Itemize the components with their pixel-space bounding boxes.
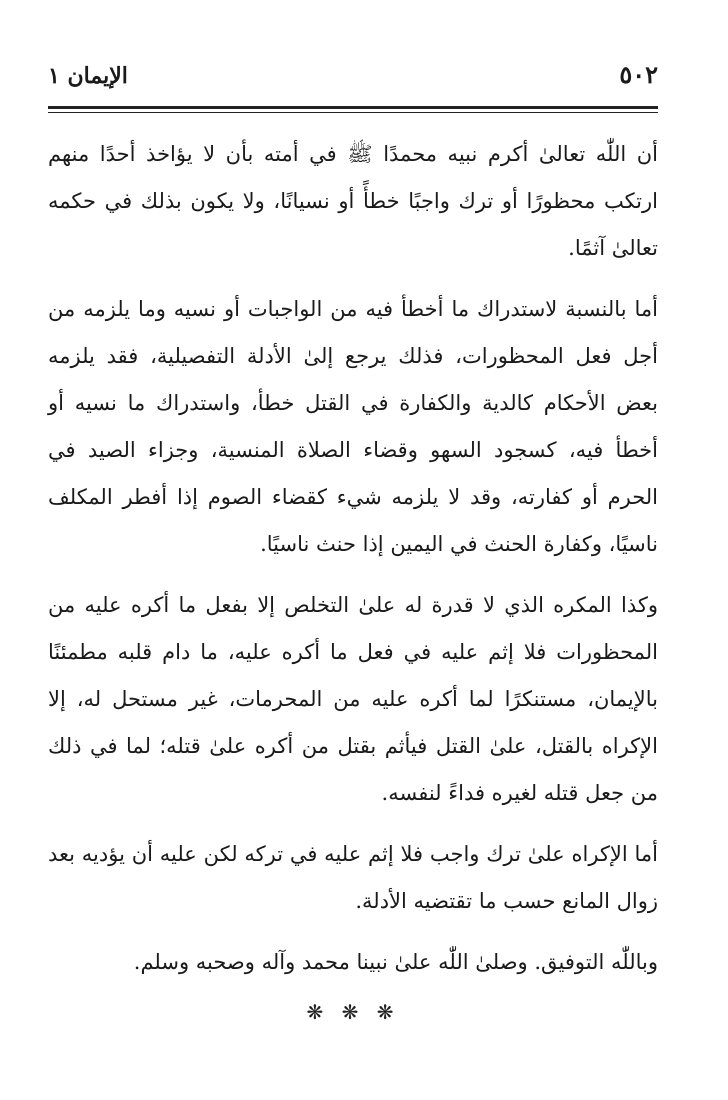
book-page: [48, 60, 658, 1024]
running-header: [48, 60, 658, 100]
header-rule-thick: [48, 106, 658, 109]
page-number: ٥٠٢: [619, 60, 658, 89]
body-text: [48, 131, 658, 1024]
closing-paragraph: وباللّٰه التوفيق. وصلىٰ اللّٰه علىٰ نبينا محمد وآله وصحبه وسلم.: [133, 950, 658, 974]
paragraph-4: أما الإكراه علىٰ ترك واجب فلا إثم عليه في تركه لكن عليه أن يؤديه بعد زوال المانع حسب ما تقتضيه الأدلة.: [48, 842, 658, 913]
header-rule-thin: [48, 112, 658, 113]
end-ornament: ❋ ❋ ❋: [306, 1000, 400, 1024]
book-title: الإيمان ١: [48, 63, 128, 89]
paragraph-1: أن اللّٰه تعالىٰ أكرم نبيه محمدًا ﷺ في أمته بأن لا يؤاخذ أحدًا منهم ارتكب محظورًا أو ترك واجبًا خطأً أو نسيانًا، ولا يكون بذلك في حكمه تعالىٰ آثمًا.: [48, 142, 658, 260]
paragraph-2: أما بالنسبة لاستدراك ما أخطأ فيه من الواجبات أو نسيه وما يلزمه من أجل فعل المحظورات، فذلك يرجع إلىٰ الأدلة التفصيلية، فقد يلزمه بعض الأحكام كالدية والكفارة في القتل خطأ، واستدراك ما نسيه أو أخطأ فيه، كسجود السهو وقضاء الصلاة المنسية، وجزاء الصيد في الحرم أو كفارته، وقد لا يلزمه شيء كقضاء الصوم إذا أفطر المكلف ناسيًا، وكفارة الحنث في اليمين إذا حنث ناسيًا.: [48, 297, 658, 556]
paragraph-3: وكذا المكره الذي لا قدرة له علىٰ التخلص إلا بفعل ما أكره عليه من المحظورات فلا إثم عليه في فعل ما أكره عليه، ما دام قلبه مطمئنًا بالإيمان، مستنكرًا لما أكره عليه من المحرمات، غير مستحل له، إلا الإكراه بالقتل، علىٰ القتل فيأثم بقتل من أكره علىٰ قتله؛ لما في ذلك من جعل قتله لغيره فداءً لنفسه.: [48, 593, 658, 805]
